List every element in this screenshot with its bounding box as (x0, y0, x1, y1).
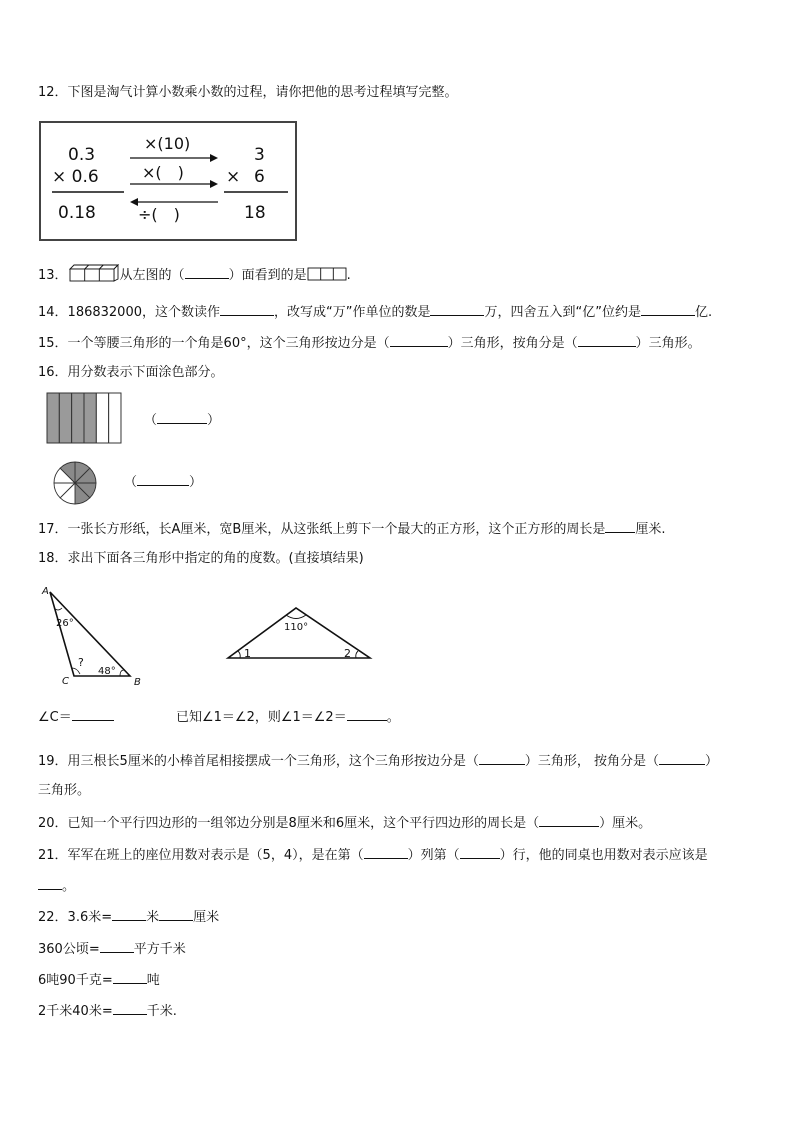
q21-d: 。 (62, 879, 76, 894)
q22-l2b: 平方千米 (133, 942, 186, 957)
q18-ans1-text: ∠C＝ (38, 710, 72, 725)
q21-blank-2[interactable] (460, 845, 500, 859)
q16-answer-1 (144, 410, 220, 430)
q15-blank-2[interactable] (578, 333, 636, 347)
q21-a: 21．军军在班上的座位用数对表示是（5，4），是在第（ (38, 848, 364, 863)
q20-line (38, 813, 651, 833)
q17-b: 厘米. (635, 522, 666, 537)
q13-b: 从左图的（ (119, 268, 185, 283)
q14-a: 14．186832000，这个数读作 (38, 305, 220, 320)
q13-answer-squares-icon (307, 267, 347, 281)
tri2-angle-top: 110° (284, 622, 309, 633)
q22-l1b: 米 (146, 910, 160, 925)
q22-l4a: 2千米40米= (38, 1004, 113, 1019)
q13-d: . (346, 268, 351, 283)
q16-rectangle-fraction (46, 392, 124, 444)
q17-blank[interactable] (605, 519, 635, 533)
q19-c: ） (704, 754, 718, 769)
q18-ans2-text: 已知∠1＝∠2，则∠1＝∠2＝ (176, 710, 347, 725)
q22-line-2 (38, 939, 186, 959)
q13-line (38, 264, 351, 285)
q16-paren-close-2: ） (189, 475, 203, 490)
q19-a: 19．用三根长5厘米的小棒首尾相接摆成一个三角形，这个三角形按边分是（ (38, 754, 479, 769)
q12-figure (38, 120, 300, 244)
q19-b: ）三角形， 按角分是（ (524, 754, 659, 769)
q19-blank-1[interactable] (479, 751, 525, 765)
q22-blank-5[interactable] (113, 1001, 147, 1015)
fig-right-mid: 6 (254, 167, 265, 187)
fig-left-top: 0.3 (68, 145, 96, 165)
q22-l1c: 厘米 (193, 910, 220, 925)
tri1-angle-b: 48° (98, 666, 116, 677)
fig-right-x: × (226, 167, 241, 187)
q16-answer-2 (124, 472, 202, 492)
q15-blank-1[interactable] (390, 333, 448, 347)
q16-text: 16．用分数表示下面涂色部分。 (38, 365, 224, 380)
q12-text: 12．下图是淘气计算小数乘小数的过程，请你把他的思考过程填写完整。 (38, 85, 458, 100)
q16-paren-close-1: ） (207, 413, 221, 428)
q14-c: 万，四舍五入到“亿”位约是 (484, 305, 641, 320)
q15-a: 15．一个等腰三角形的一个角是60°，这个三角形按边分是（ (38, 336, 390, 351)
q14-line (38, 302, 712, 322)
q16-paren-open-1: （ (144, 413, 158, 428)
q22-line-1 (38, 907, 219, 927)
q17-line (38, 519, 666, 539)
q18-text: 18．求出下面各三角形中指定的角的度数。(直接填结果) (38, 551, 364, 566)
tri2-angle-1: 1 (244, 647, 251, 660)
q21-blank-3[interactable] (38, 876, 62, 890)
q15-line (38, 333, 701, 353)
fig-arrow-mid: ×( ) (142, 163, 184, 182)
q17-a: 17．一张长方形纸，长A厘米，宽B厘米，从这张纸上剪下一个最大的正方形，这个正方形的周长是 (38, 522, 606, 537)
q21-blank-1[interactable] (364, 845, 408, 859)
q13-cubes-icon (68, 264, 120, 282)
q22-line-4 (38, 1001, 177, 1021)
tri1-label-b: B (134, 677, 141, 688)
q19-blank-2[interactable] (659, 751, 705, 765)
q16-paren-open-2: （ (124, 475, 138, 490)
q14-d: 亿. (694, 305, 713, 320)
q16-circle-fraction (52, 460, 98, 506)
fig-arrow-bottom: ÷( ) (138, 205, 180, 224)
tri2-angle-2: 2 (344, 647, 351, 660)
q22-blank-4[interactable] (113, 970, 147, 984)
q15-b: ）三角形，按角分是（ (447, 336, 578, 351)
q19-line (38, 751, 718, 771)
fig-right-top: 3 (254, 145, 265, 165)
fig-arrow-top: ×(10) (144, 134, 191, 153)
q22-blank-2[interactable] (159, 907, 193, 921)
q20-b: ）厘米。 (599, 816, 652, 831)
q18-answer-2 (176, 707, 400, 727)
q18-triangle-1 (40, 582, 152, 688)
q14-blank-2[interactable] (430, 302, 484, 316)
q22-l2a: 360公顷= (38, 942, 100, 957)
q14-b: ，改写成“万”作单位的数是 (273, 305, 431, 320)
q19-d: 三角形。 (38, 783, 91, 798)
q22-blank-3[interactable] (100, 939, 134, 953)
q13-c: ）面看到的是 (228, 268, 307, 283)
q22-blank-1[interactable] (112, 907, 146, 921)
q18-blank-1[interactable] (72, 707, 114, 721)
q13-num: 13． (38, 268, 68, 283)
fig-left-mid: × 0.6 (52, 167, 99, 187)
q14-blank-3[interactable] (641, 302, 695, 316)
q21-line (38, 845, 708, 865)
q18-answer-1 (38, 707, 114, 727)
q20-a: 20．已知一个平行四边形的一组邻边分别是8厘米和6厘米，这个平行四边形的周长是（ (38, 816, 540, 831)
tri1-label-c: C (62, 676, 69, 687)
q22-l3b: 吨 (146, 973, 160, 988)
fig-left-bottom: 0.18 (58, 203, 96, 223)
q16-blank-1[interactable] (157, 410, 207, 424)
tri1-angle-c: ? (78, 656, 84, 669)
tri1-angle-a: 26° (56, 618, 74, 629)
q20-blank[interactable] (539, 813, 599, 827)
fig-right-bottom: 18 (244, 203, 266, 223)
q18-triangle-2 (224, 602, 374, 664)
q15-c: ）三角形。 (635, 336, 701, 351)
q14-blank-1[interactable] (220, 302, 274, 316)
q21-line-2 (38, 876, 75, 896)
q13-blank[interactable] (185, 265, 229, 279)
q22-l4b: 千米. (146, 1004, 177, 1019)
tri1-label-a: A (42, 586, 49, 597)
q21-c: ）行，他的同桌也用数对表示应该是 (499, 848, 708, 863)
q18-blank-2[interactable] (347, 707, 387, 721)
q22-l3a: 6吨90千克= (38, 973, 113, 988)
q22-line-3 (38, 970, 160, 990)
q22-l1a: 22．3.6米= (38, 910, 113, 925)
q21-b: ）列第（ (407, 848, 460, 863)
q18-ans2-end: 。 (386, 710, 400, 725)
q16-blank-2[interactable] (137, 472, 189, 486)
